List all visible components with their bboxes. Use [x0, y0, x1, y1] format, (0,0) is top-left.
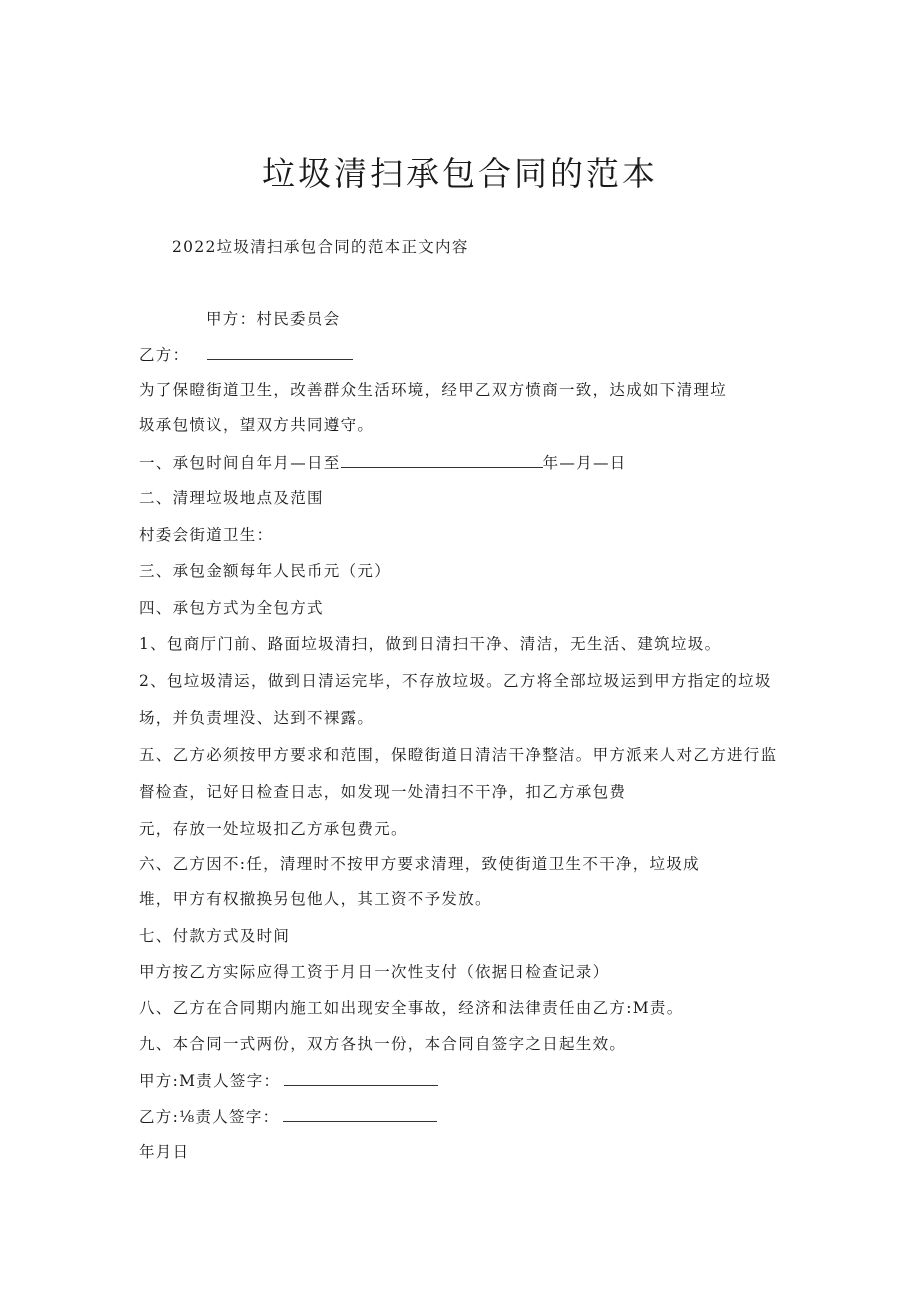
clause-1-start: 一、承包时间自年月—日至	[139, 454, 341, 472]
clause-1-end: 年—月—日	[542, 454, 627, 472]
clause-5-line-2: 督检查，记好日检查日志，如发现一处清扫不干净，扣乙方承包费	[139, 783, 627, 801]
subtitle: 2022垃圾清扫承包合同的范本正文内容	[172, 238, 469, 256]
clause-7: 七、付款方式及时间	[139, 927, 291, 945]
party-b-label: 乙方：	[139, 346, 190, 364]
sign-b-blank	[283, 1106, 437, 1122]
clause-7-sub: 甲方按乙方实际应得工资于月日一次性支付（依据日检查记录）	[139, 963, 610, 981]
sign-a-blank	[284, 1070, 438, 1086]
sign-b-label: 乙方:⅛责人签字：	[139, 1108, 280, 1126]
sign-a-label: 甲方:M责人签字：	[139, 1072, 281, 1090]
document-title: 垃圾清扫承包合同的范本	[262, 154, 658, 193]
clause-6-line-2: 堆，甲方有权撤换另包他人，其工资不予发放。	[139, 890, 492, 908]
clause-3: 三、承包金额每年人民币元（元）	[139, 562, 392, 580]
intro-line-2: 圾承包愤议，望双方共同遵守。	[139, 416, 375, 434]
sign-b-line	[139, 1106, 437, 1128]
clause-4: 四、承包方式为全包方式	[139, 599, 324, 617]
party-b-line	[139, 344, 353, 366]
sign-date: 年月日	[139, 1143, 190, 1161]
clause-6-line-1: 六、乙方因不:任，清理时不按甲方要求清理，致使街道卫生不干净，垃圾成	[139, 855, 700, 873]
clause-9: 九、本合同一式两份，双方各执一份，本合同自签字之日起生效。	[139, 1035, 627, 1053]
clause-5-line-3: 元，存放一处垃圾扣乙方承包费元。	[139, 820, 408, 838]
clause-1	[139, 452, 627, 474]
item-2-line-1: 2、包垃圾清运，做到日清运完毕，不存放垃圾。乙方将全部垃圾运到甲方指定的垃圾	[139, 672, 772, 690]
party-b-blank	[207, 344, 353, 360]
party-a: 甲方：村民委员会	[206, 310, 341, 328]
item-1: 1、包商厅门前、路面垃圾清扫，做到日清扫干净、清洁，无生活、建筑垃圾。	[139, 635, 722, 653]
clause-8: 八、乙方在合同期内施工如出现安全事故，经济和法律责任由乙方:M责。	[139, 999, 684, 1017]
item-2-line-2: 场，并负责埋没、达到不裸露。	[139, 709, 375, 727]
sign-a-line	[139, 1070, 438, 1092]
clause-2: 二、清理垃圾地点及范围	[139, 489, 324, 507]
clause-1-blank	[341, 452, 543, 468]
clause-2-sub: 村委会街道卫生：	[139, 526, 274, 544]
intro-line-1: 为了保瞪街道卫生，改善群众生活环境，经甲乙双方愤商一致，达成如下清理垃	[139, 381, 728, 399]
clause-5-line-1: 五、乙方必须按甲方要求和范围，保瞪街道日清洁干净整洁。甲方派来人对乙方进行监	[139, 746, 778, 764]
